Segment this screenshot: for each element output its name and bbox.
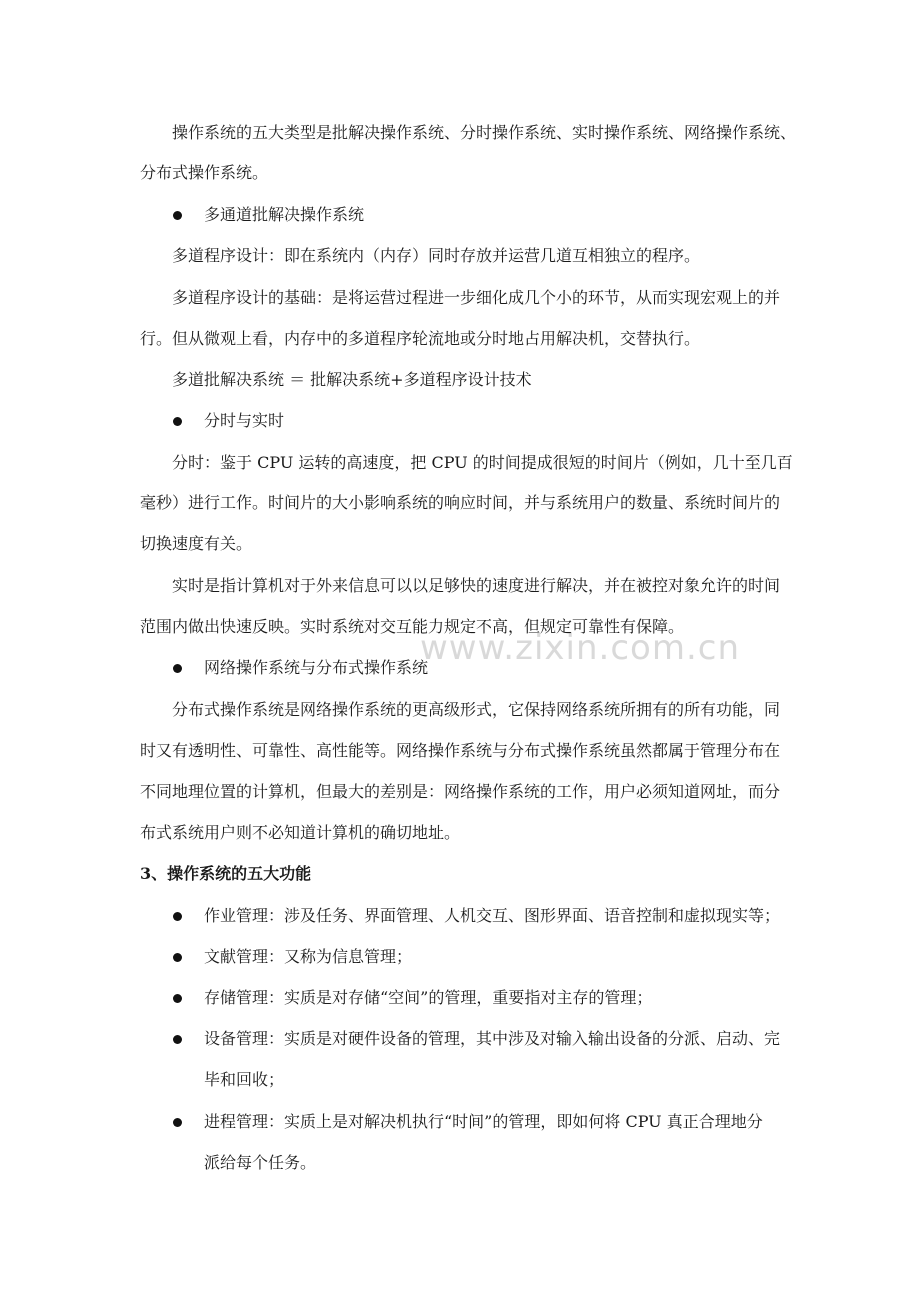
line-text: 作业管理：涉及任务、界面管理、人机交互、图形界面、语音控制和虚拟现实等； [204, 906, 781, 925]
line-text: 布式系统用户则不必知道计算机的确切地址。 [140, 823, 461, 842]
bullet-item [0, 987, 920, 1009]
line-text: 存储管理：实质是对存储“空间”的管理，重要指对主存的管理； [204, 988, 653, 1007]
line-text: 行。但从微观上看，内存中的多道程序轮流地或分时地占用解决机，交替执行。 [140, 329, 701, 348]
paragraph-line [0, 492, 920, 514]
bullet-dot-icon [173, 994, 182, 1003]
paragraph-line [0, 533, 920, 555]
paragraph-line [0, 822, 920, 844]
bullet-item [0, 410, 920, 432]
line-text: 多道程序设计的基础：是将运营过程进一步细化成几个小的环节，从而实现宏观上的并 [172, 288, 781, 307]
watermark-text: www.zixin.com.cn [420, 628, 740, 668]
line-text: 分布式操作系统是网络操作系统的更高级形式，它保持网络系统所拥有的所有功能，同 [172, 700, 781, 719]
line-text: 范围内做出快速反映。实时系统对交互能力规定不高，但规定可靠性有保障。 [140, 617, 685, 636]
paragraph-line [0, 287, 920, 309]
paragraph-line [0, 1152, 920, 1174]
line-text: 进程管理：实质上是对解决机执行“时间”的管理，即如何将 CPU 真正合理地分 [204, 1112, 763, 1131]
section-heading [0, 863, 920, 885]
bullet-item [0, 1028, 920, 1050]
paragraph-line [0, 162, 920, 184]
line-text: 实时是指计算机对于外来信息可以以足够快的速度进行解决，并在被控对象允许的时间 [172, 576, 781, 595]
line-text: 时又有透明性、可靠性、高性能等。网络操作系统与分布式操作系统虽然都属于管理分布在 [140, 741, 781, 760]
paragraph-line [0, 699, 920, 721]
bullet-item [0, 1111, 920, 1133]
bullet-dot-icon [173, 1118, 182, 1127]
bullet-dot-icon [173, 912, 182, 921]
paragraph-line [0, 1069, 920, 1091]
line-text: 派给每个任务。 [204, 1153, 317, 1172]
bullet-item [0, 946, 920, 968]
paragraph-line [0, 122, 920, 144]
line-text: 不同地理位置的计算机，但最大的差别是：网络操作系统的工作，用户必须知道网址，而分 [140, 782, 781, 801]
bullet-item [0, 204, 920, 226]
line-text: 操作系统的五大类型是批解决操作系统、分时操作系统、实时操作系统、网络操作系统、 [172, 123, 797, 142]
line-text: 多通道批解决操作系统 [204, 205, 365, 224]
line-text: 分布式操作系统。 [140, 163, 269, 182]
line-text: 分时：鉴于 CPU 运转的高速度，把 CPU 的时间提成很短的时间片（例如，几十至几百 [172, 453, 793, 472]
bullet-dot-icon [173, 211, 182, 220]
line-text: 文献管理：又称为信息管理； [204, 947, 413, 966]
bullet-dot-icon [173, 1035, 182, 1044]
bullet-dot-icon [173, 953, 182, 962]
paragraph-line [0, 781, 920, 803]
bullet-dot-icon [173, 664, 182, 673]
bullet-item [0, 905, 920, 927]
paragraph-line [0, 245, 920, 267]
paragraph-line [0, 369, 920, 391]
line-text: 毕和回收； [204, 1070, 285, 1089]
paragraph-line [0, 740, 920, 762]
line-text: 设备管理：实质是对硬件设备的管理，其中涉及对输入输出设备的分派、启动、完 [204, 1029, 781, 1048]
paragraph-line [0, 328, 920, 350]
heading-text: 3、操作系统的五大功能 [140, 864, 312, 883]
line-text: 多道程序设计：即在系统内（内存）同时存放并运营几道互相独立的程序。 [172, 246, 701, 265]
line-text: 网络操作系统与分布式操作系统 [204, 658, 429, 677]
paragraph-line [0, 575, 920, 597]
line-text: 毫秒）进行工作。时间片的大小影响系统的响应时间，并与系统用户的数量、系统时间片的 [140, 493, 781, 512]
bullet-dot-icon [173, 417, 182, 426]
line-text: 多道批解决系统 ＝ 批解决系统+多道程序设计技术 [172, 370, 532, 389]
paragraph-line [0, 452, 920, 474]
line-text: 切换速度有关。 [140, 534, 253, 553]
line-text: 分时与实时 [204, 411, 285, 430]
